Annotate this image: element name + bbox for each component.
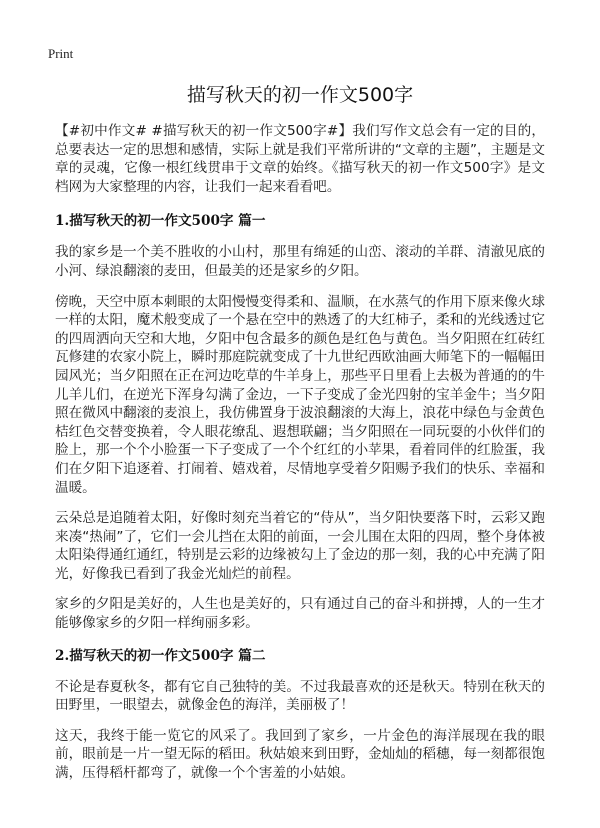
page-title: 描写秋天的初一作文500字 xyxy=(186,84,414,106)
section-1-paragraph-2: 傍晚，天空中原本刺眼的太阳慢慢变得柔和、温顺，在水蒸气的作用下原来像火球一样的太阳，魔术般变成了一个悬在空中的熟透了的大红柿子，柔和的光线透过它的四周洒向天空和大地，夕阳中包含最多的颜色是红色与黄色。当夕阳照在红砖红瓦修建的农家小院上，瞬时那庭院就变成了十九世纪西欧油画大师笔下的一幅幅田园风光；当夕阳照在正在河边吃草的牛羊身上，那些平日里看上去极为普通的的牛儿羊儿们，在逆光下浑身勾满了金边，一下子变成了金光四射的宝羊金牛；当夕阳照在微风中翻滚的麦浪上，我仿佛置身于波浪翻滚的大海上，浪花中绿色与金黄色桔红色交替变换着，令人眼花缭乱、遐想联翩；当夕阳照在一同玩耍的小伙伴们的脸上，那一个个小脸蛋一下子变成了一个个红红的小苹果，看着同伴的红脸蛋，我们在夕阳下追逐着、打闹着、嬉戏着，尽情地享受着夕阳赐予我们的快乐、幸福和温暖。 xyxy=(55,293,545,496)
article-body xyxy=(55,122,545,795)
intro-paragraph: 【#初中作文# #描写秋天的初一作文500字#】我们写作文总会有一定的目的，总要表达一定的思想和感情，实际上就是我们平常所讲的“文章的主题”，主题是文章的灵魂，它像一根红线贯串于文章的始终。《描写秋天的初一作文500字》是文档网为大家整理的内容，让我们一起来看看吧。 xyxy=(55,123,545,195)
print-label[interactable]: Print xyxy=(48,46,74,61)
section-heading-2: 2.描写秋天的初一作文500字 篇二 xyxy=(55,647,266,664)
section-heading-1: 1.描写秋天的初一作文500字 篇一 xyxy=(55,213,266,230)
section-2-paragraph-1: 不论是春夏秋冬，都有它自己独特的美。不过我最喜欢的还是秋天。特别在秋天的田野里，一眼望去，就像金色的海洋，美丽极了！ xyxy=(55,678,545,714)
section-2-paragraph-2: 这天，我终于能一览它的风采了。我回到了家乡，一片金色的海洋展现在我的眼前，眼前是一片一望无际的稻田。秋姑娘来到田野，金灿灿的稻穗，每一刻都很饱满，压得稻杆都弯了，就像一个个害羞的小姑娘。 xyxy=(55,727,545,782)
section-1-paragraph-4: 家乡的夕阳是美好的，人生也是美好的，只有通过自己的奋斗和拼搏，人的一生才能够像家乡的夕阳一样绚丽多彩。 xyxy=(55,596,545,632)
section-1-paragraph-3: 云朵总是追随着太阳，好像时刻充当着它的“侍从”，当夕阳快要落下时，云彩又跑来凑“热闹”了，它们一会儿挡在太阳的前面，一会儿围在太阳的四周，整个身体被太阳染得通红通红，特别是云彩的边缘被勾上了金边的那一刻，我的心中充满了阳光，好像我已看到了我金光灿烂的前程。 xyxy=(55,510,545,582)
section-1-paragraph-1: 我的家乡是一个美不胜收的小山村，那里有绵延的山峦、滚动的羊群、清澈见底的小河、绿浪翻滚的麦田，但最美的还是家乡的夕阳。 xyxy=(55,244,545,279)
